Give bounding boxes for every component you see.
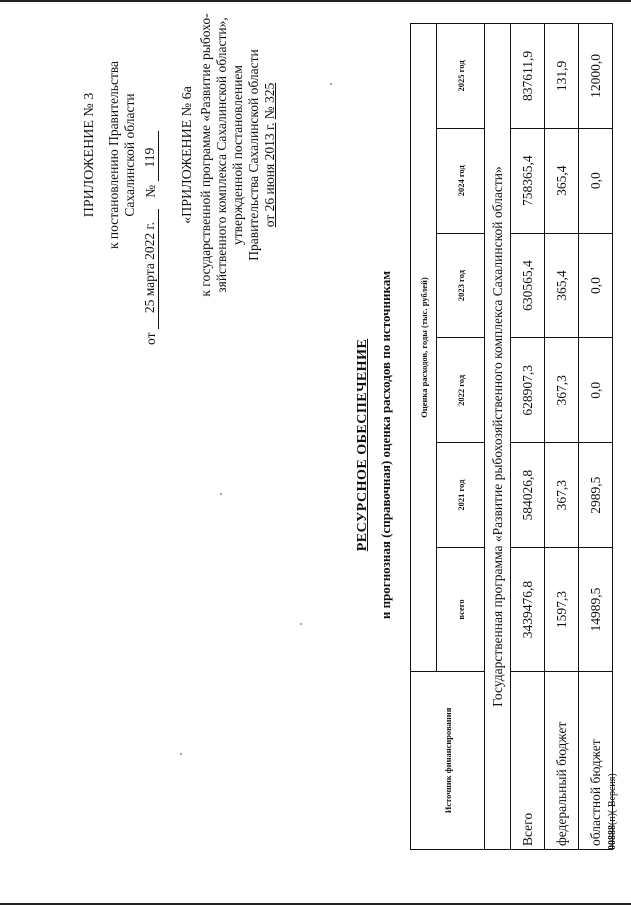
header-line2: Сахалинской области — [122, 93, 137, 217]
cell-2024: 365,4 — [545, 128, 579, 233]
header-line1: к постановлению Правительства — [106, 60, 121, 250]
table-header-row — [411, 24, 437, 850]
cell-2021: 584026,8 — [511, 443, 545, 548]
subheader-line1: к государственной программе «Развитие рыбохо- — [198, 13, 213, 297]
subheader-line5 — [262, 5, 278, 305]
page-title: РЕСУРСНОЕ ОБЕСПЕЧЕНИЕ — [355, 338, 370, 552]
scan-speck — [330, 83, 332, 85]
cell-2025: 837611,9 — [511, 24, 545, 129]
year-header: 2021 год — [437, 443, 485, 548]
cell-2024: 0,0 — [579, 128, 613, 233]
number-field — [144, 132, 159, 182]
row-label: областной бюджет — [579, 671, 613, 849]
page-subtitle: и прогнозная (справочная) оценка расходов по источникам — [378, 270, 393, 620]
appendix-6a-title: «ПРИЛОЖЕНИЕ № 6а — [180, 86, 195, 224]
cell-2023: 365,4 — [545, 233, 579, 338]
table-row — [511, 24, 545, 850]
table-row — [579, 24, 613, 850]
col-group-header: Оценка расходов, годы (тыс. рублей) — [411, 24, 437, 672]
decree-date: 25 марта 2022 г. — [142, 222, 157, 314]
col-source-header: Источник финансирования — [411, 671, 485, 849]
year-header: 2023 год — [437, 233, 485, 338]
cell-2025: 12000,0 — [579, 24, 613, 129]
cell-total: 1597,3 — [545, 548, 579, 672]
year-header: 2024 год — [437, 128, 485, 233]
document-code — [607, 773, 618, 850]
subheader-line4: Правительства Сахалинской области — [246, 49, 261, 261]
cell-total: 3439476,8 — [511, 548, 545, 672]
cell-2021: 2989,5 — [579, 443, 613, 548]
cell-2024: 758365,4 — [511, 128, 545, 233]
document-code-number: 00888 — [607, 825, 618, 850]
number-label: № — [143, 184, 158, 198]
year-header: 2022 год — [437, 338, 485, 443]
subheader-line3: утвержденной постановлением — [230, 65, 245, 245]
date-field — [144, 209, 159, 329]
cell-total: 14989,5 — [579, 548, 613, 672]
cell-2022: 367,3 — [545, 338, 579, 443]
cell-2021: 367,3 — [545, 443, 579, 548]
cell-2022: 0,0 — [579, 338, 613, 443]
scan-speck — [180, 753, 182, 755]
program-row — [485, 24, 511, 850]
appendix-3-title: ПРИЛОЖЕНИЕ № 3 — [82, 92, 97, 218]
cell-2022: 628907,3 — [511, 338, 545, 443]
year-header: 2025 год — [437, 24, 485, 129]
program-name: Государственная программа «Развитие рыбохозяйственного комплекса Сахалинской области» — [485, 24, 511, 850]
program-date: от 26 июня 2013 г. — [262, 122, 277, 228]
from-label: от — [143, 332, 158, 345]
cell-2023: 630565,4 — [511, 233, 545, 338]
cell-2025: 131,9 — [545, 24, 579, 129]
document-code-suffix: (п)( Версия) — [607, 773, 618, 825]
row-label: Всего — [511, 671, 545, 849]
resource-table — [410, 23, 613, 850]
header-date-line — [143, 132, 159, 346]
decree-number: 119 — [142, 147, 157, 168]
scan-speck — [300, 623, 302, 625]
scan-speck — [220, 493, 222, 495]
row-label: федеральный бюджет — [545, 671, 579, 849]
subheader-line2: зяйственного комплекса Сахалинской области», — [214, 17, 229, 293]
table-row — [545, 24, 579, 850]
year-header: всего — [437, 548, 485, 672]
program-number: № 325 — [262, 82, 277, 120]
cell-2023: 0,0 — [579, 233, 613, 338]
